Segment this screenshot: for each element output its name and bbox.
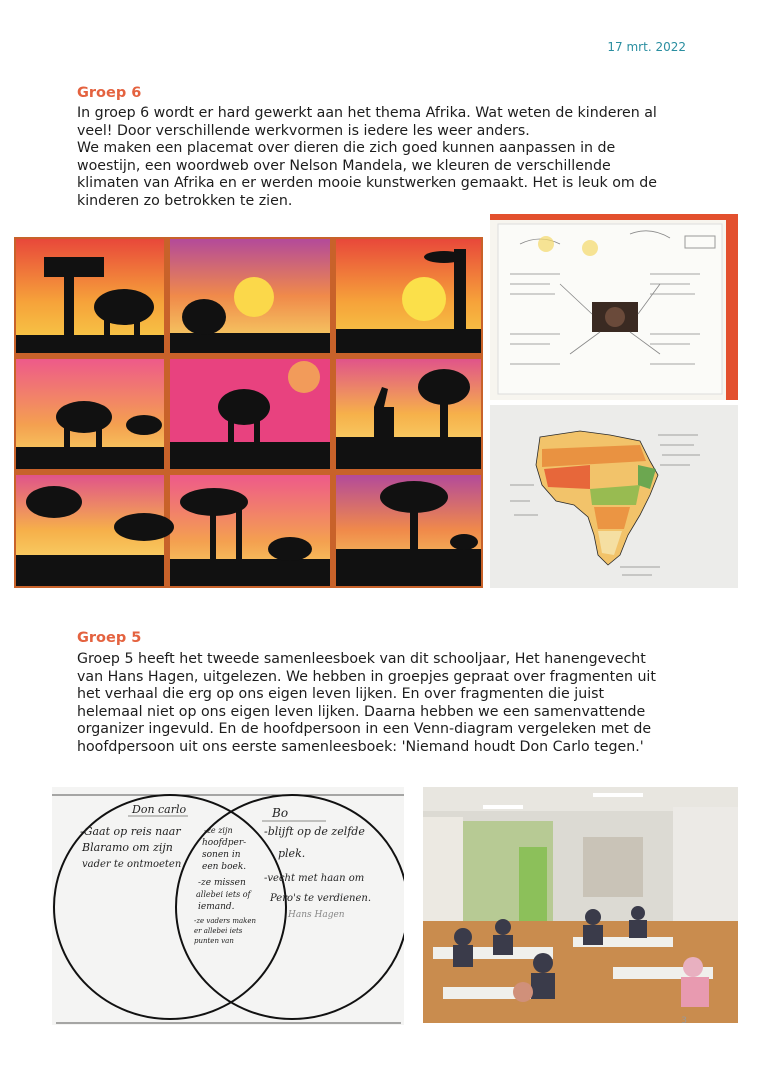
- groep6-line: kinderen zo betrokken te zien.: [77, 192, 293, 209]
- venn-right-line: Pero's te verdienen.: [270, 893, 372, 904]
- venn-middle-line: iemand.: [198, 902, 235, 912]
- groep5-line: Groep 5 heeft het tweede samenleesboek van dit schooljaar, Het hanengevecht: [77, 651, 646, 667]
- groep5-line: organizer ingevuld. En de hoofdpersoon in een Venn-diagram vergeleken met de: [77, 721, 652, 738]
- groep5-line: van Hans Hagen, uitgelezen. We hebben in groepjes gepraat over fragmenten uit: [77, 668, 656, 685]
- date: 17 mrt. 2022: [607, 40, 686, 54]
- venn-right-line: -blijft op de zelfde: [264, 825, 365, 838]
- groep5-heading: Groep 5: [77, 630, 142, 646]
- venn-middle-line: -ze missen: [198, 878, 246, 888]
- venn-left-line: Blaramo om zijn: [82, 841, 173, 854]
- venn-right-line: plek.: [278, 847, 306, 860]
- venn-middle-line: -ze zijn: [204, 826, 233, 835]
- groep6-line: woestijn, een woordweb over Nelson Mandela, we kleuren de verschillende: [77, 157, 611, 174]
- venn-right-title: Bo: [272, 806, 289, 820]
- african-sunset-artworks-photo: [14, 237, 483, 588]
- africa-climate-map-photo: [490, 405, 738, 588]
- groep5-paragraph: [77, 651, 692, 757]
- venn-left-line: vader te ontmoeten: [82, 859, 182, 870]
- venn-diagram-worksheet-photo: [52, 787, 404, 1025]
- groep6-line: klimaten van Afrika en er werden mooie kunstwerken gemaakt. Het is leuk om de: [77, 175, 657, 192]
- venn-middle-line: hoofdper-: [202, 838, 247, 848]
- venn-middle-line: punten van: [194, 937, 234, 945]
- venn-right-line: -vecht met haan om: [264, 873, 365, 884]
- venn-middle-line: een boek.: [202, 862, 247, 872]
- venn-middle-line: allebei iets of: [196, 890, 251, 899]
- venn-left-title: Don carlo: [132, 803, 187, 816]
- groep6-line: We maken een placemat over dieren die zich goed kunnen aanpassen in de: [77, 140, 616, 157]
- groep6-line: In groep 6 wordt er hard gewerkt aan het thema Afrika. Wat weten de kinderen al: [77, 105, 657, 121]
- groep5-line: hoofdpersoon uit ons eerste samenleesboek: 'Niemand houdt Don Carlo tegen.': [77, 738, 644, 755]
- groep5-line: helemaal niet op ons eigen leven lijken. Daarna hebben we een samenvattende: [77, 703, 646, 720]
- groep6-paragraph: [77, 105, 692, 211]
- venn-left-line: -Gaat op reis naar: [80, 825, 181, 838]
- classroom-photo: [423, 787, 738, 1023]
- venn-middle-line: -ze vaders maken: [194, 917, 257, 925]
- page-number: 3: [681, 1016, 687, 1026]
- groep5-line: het verhaal die erg op ons eigen leven lijken. En over fragmenten die juist: [77, 686, 605, 703]
- venn-middle-line: sonen in: [202, 850, 241, 860]
- mandela-word-web-photo: [490, 214, 738, 400]
- groep6-heading: Groep 6: [77, 85, 142, 101]
- venn-middle-line: er allebei iets: [194, 927, 243, 935]
- groep6-line: veel! Door verschillende werkvormen is iedere les weer anders.: [77, 122, 530, 139]
- venn-signature: Hans Hagen: [288, 910, 345, 920]
